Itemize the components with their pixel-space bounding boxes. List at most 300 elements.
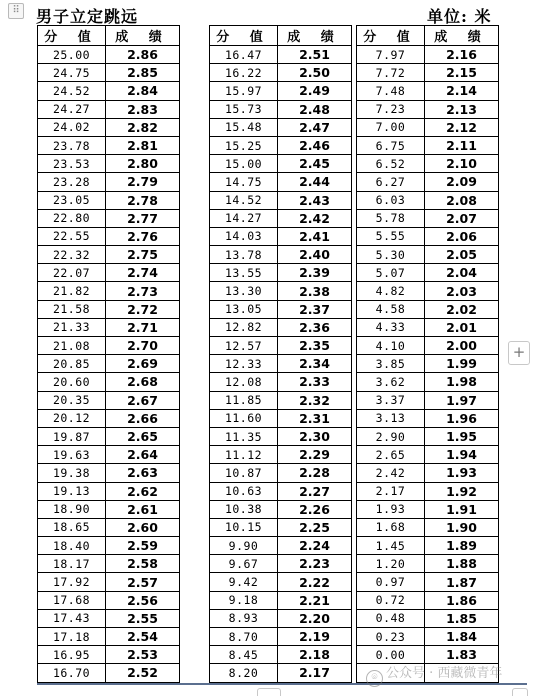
score-value-cell: 19.13 [38,482,106,500]
score-value-cell: 8.20 [210,664,278,682]
header-result: 成 绩 [278,26,352,46]
result-cell: 2.13 [425,100,499,118]
result-cell: 2.44 [278,173,352,191]
score-value-cell: 0.48 [357,609,425,627]
table-row [357,64,499,82]
score-value-cell: 25.00 [38,46,106,64]
result-cell: 2.65 [106,427,180,445]
score-value-cell: 13.05 [210,300,278,318]
header-score: 分 值 [357,26,425,46]
table-row [38,537,180,555]
result-cell: 2.76 [106,227,180,245]
table-row [210,664,352,682]
score-value-cell: 5.30 [357,246,425,264]
score-value-cell: 6.27 [357,173,425,191]
result-cell: 2.18 [278,646,352,664]
table-row [210,518,352,536]
score-value-cell: 11.35 [210,427,278,445]
score-value-cell: 22.32 [38,246,106,264]
result-cell: 2.41 [278,227,352,245]
result-cell: 2.73 [106,282,180,300]
score-value-cell: 3.85 [357,355,425,373]
result-cell: 1.93 [425,464,499,482]
score-value-cell: 14.75 [210,173,278,191]
score-value-cell: 15.25 [210,136,278,154]
score-value-cell: 18.17 [38,555,106,573]
result-cell: 2.29 [278,446,352,464]
score-value-cell: 12.82 [210,318,278,336]
table-row [210,227,352,245]
table-row [210,246,352,264]
table-row [38,209,180,227]
table-row [38,391,180,409]
table-row [357,318,499,336]
table-row [210,500,352,518]
score-value-cell: 21.08 [38,337,106,355]
result-cell: 2.27 [278,482,352,500]
result-cell: 2.01 [425,318,499,336]
score-value-cell: 10.38 [210,500,278,518]
score-value-cell: 20.60 [38,373,106,391]
table-row [357,173,499,191]
result-cell: 1.95 [425,427,499,445]
result-cell: 2.05 [425,246,499,264]
result-cell: 2.64 [106,446,180,464]
result-cell: 2.51 [278,46,352,64]
table-row [357,591,499,609]
score-value-cell: 2.42 [357,464,425,482]
score-value-cell: 20.12 [38,409,106,427]
table-row [38,64,180,82]
table-drag-handle[interactable]: ⠿ [8,3,24,19]
score-value-cell: 16.70 [38,664,106,682]
table-row [210,391,352,409]
table-row [357,300,499,318]
result-cell: 2.21 [278,591,352,609]
result-cell: 2.28 [278,464,352,482]
table-row [357,246,499,264]
table-row [38,446,180,464]
result-cell: 2.08 [425,191,499,209]
result-cell: 2.57 [106,573,180,591]
table-row [210,191,352,209]
result-cell: 2.58 [106,555,180,573]
table-row [210,46,352,64]
table-row [38,355,180,373]
score-value-cell: 6.75 [357,136,425,154]
result-cell: 2.39 [278,264,352,282]
table-row [210,446,352,464]
table-row [210,646,352,664]
score-value-cell: 17.68 [38,591,106,609]
table-row [38,282,180,300]
result-cell: 1.88 [425,555,499,573]
result-cell: 2.69 [106,355,180,373]
result-cell: 2.78 [106,191,180,209]
score-value-cell: 11.85 [210,391,278,409]
table-row [38,609,180,627]
table-row [210,409,352,427]
table-row [210,337,352,355]
table-row [38,518,180,536]
result-cell: 1.83 [425,646,499,664]
score-value-cell: 24.27 [38,100,106,118]
result-cell: 2.24 [278,537,352,555]
header-score: 分 值 [210,26,278,46]
score-value-cell: 12.57 [210,337,278,355]
score-value-cell: 21.33 [38,318,106,336]
page-title: 男子立定跳远 [36,7,139,26]
result-cell: 2.43 [278,191,352,209]
result-cell: 2.31 [278,409,352,427]
table-row [357,282,499,300]
result-cell: 2.79 [106,173,180,191]
table-row [38,173,180,191]
table-row [38,628,180,646]
result-cell: 1.96 [425,409,499,427]
header-score: 分 值 [38,26,106,46]
score-value-cell: 22.07 [38,264,106,282]
table-row [38,500,180,518]
table-row [210,100,352,118]
table-row [38,427,180,445]
score-value-cell: 10.63 [210,482,278,500]
result-cell: 2.25 [278,518,352,536]
result-cell: 2.52 [106,664,180,682]
score-value-cell: 10.87 [210,464,278,482]
result-cell: 2.34 [278,355,352,373]
score-value-cell: 15.73 [210,100,278,118]
score-value-cell: 7.23 [357,100,425,118]
table-row [38,100,180,118]
table-row [38,373,180,391]
score-value-cell: 22.80 [38,209,106,227]
score-value-cell: 4.10 [357,337,425,355]
result-cell: 2.50 [278,64,352,82]
table-row [357,136,499,154]
score-value-cell: 14.03 [210,227,278,245]
table-row [357,155,499,173]
score-value-cell: 4.82 [357,282,425,300]
watermark [366,662,502,687]
result-cell: 1.91 [425,500,499,518]
table-row [210,173,352,191]
result-cell: 2.84 [106,82,180,100]
table-row [38,118,180,136]
score-value-cell: 24.52 [38,82,106,100]
result-cell: 2.32 [278,391,352,409]
table-row [357,518,499,536]
score-value-cell: 11.60 [210,409,278,427]
score-table-2 [209,25,352,683]
result-cell: 1.86 [425,591,499,609]
table-row [210,118,352,136]
result-cell: 2.68 [106,373,180,391]
result-cell: 2.56 [106,591,180,609]
result-cell: 2.09 [425,173,499,191]
table-row [357,409,499,427]
result-cell: 2.77 [106,209,180,227]
header-result: 成 绩 [425,26,499,46]
add-row-button[interactable]: + [508,341,530,365]
result-cell: 2.16 [425,46,499,64]
result-cell: 2.70 [106,337,180,355]
table-row [210,573,352,591]
score-value-cell: 13.78 [210,246,278,264]
result-cell: 2.42 [278,209,352,227]
score-value-cell: 10.15 [210,518,278,536]
score-value-cell: 11.12 [210,446,278,464]
score-value-cell: 17.18 [38,628,106,646]
score-value-cell: 5.78 [357,209,425,227]
table-row [357,373,499,391]
table-row [357,555,499,573]
score-value-cell: 9.42 [210,573,278,591]
table-row [38,191,180,209]
result-cell: 2.35 [278,337,352,355]
score-value-cell: 1.68 [357,518,425,536]
table-row [38,155,180,173]
result-cell: 2.75 [106,246,180,264]
score-value-cell: 12.08 [210,373,278,391]
table-row [357,573,499,591]
result-cell: 2.80 [106,155,180,173]
result-cell: 1.87 [425,573,499,591]
table-row [357,82,499,100]
result-cell: 2.45 [278,155,352,173]
score-value-cell: 16.22 [210,64,278,82]
result-cell: 2.47 [278,118,352,136]
result-cell: 2.61 [106,500,180,518]
score-value-cell: 18.90 [38,500,106,518]
score-value-cell: 24.75 [38,64,106,82]
table-row [38,555,180,573]
table-row [210,373,352,391]
table-row [210,300,352,318]
result-cell: 2.02 [425,300,499,318]
result-cell: 2.37 [278,300,352,318]
table-row [210,464,352,482]
table-row [357,446,499,464]
table-row [38,591,180,609]
table-row [210,355,352,373]
result-cell: 2.40 [278,246,352,264]
result-cell: 2.06 [425,227,499,245]
table-row [38,482,180,500]
table-row [38,646,180,664]
table-row [357,118,499,136]
score-value-cell: 23.28 [38,173,106,191]
table-row [210,609,352,627]
table-row [357,209,499,227]
table-row [38,318,180,336]
score-value-cell: 3.13 [357,409,425,427]
table-row [210,64,352,82]
score-value-cell: 22.55 [38,227,106,245]
result-cell: 1.99 [425,355,499,373]
table-row [38,409,180,427]
result-cell: 2.20 [278,609,352,627]
table-row [38,300,180,318]
score-value-cell: 0.97 [357,573,425,591]
score-value-cell: 1.45 [357,537,425,555]
table-row [357,482,499,500]
score-value-cell: 7.00 [357,118,425,136]
result-cell: 2.07 [425,209,499,227]
result-cell: 2.71 [106,318,180,336]
score-table-3 [356,25,499,683]
table-row [357,464,499,482]
score-value-cell: 0.23 [357,628,425,646]
result-cell: 2.03 [425,282,499,300]
score-value-cell: 7.97 [357,46,425,64]
table-row [38,337,180,355]
score-value-cell: 13.55 [210,264,278,282]
table-row [38,82,180,100]
table-row [210,282,352,300]
table-row [38,136,180,154]
table-row [357,628,499,646]
score-value-cell: 8.45 [210,646,278,664]
score-value-cell: 21.82 [38,282,106,300]
score-value-cell: 17.92 [38,573,106,591]
result-cell: 2.12 [425,118,499,136]
table-row [357,191,499,209]
table-row [357,227,499,245]
table-row [357,427,499,445]
score-value-cell: 18.65 [38,518,106,536]
table-row [357,337,499,355]
result-cell: 2.36 [278,318,352,336]
result-cell: 1.85 [425,609,499,627]
result-cell: 2.72 [106,300,180,318]
result-cell: 1.94 [425,446,499,464]
result-cell: 1.89 [425,537,499,555]
score-value-cell: 5.07 [357,264,425,282]
table-row [210,136,352,154]
result-cell: 2.04 [425,264,499,282]
table-row [210,628,352,646]
score-value-cell: 19.38 [38,464,106,482]
score-value-cell: 14.52 [210,191,278,209]
table-row [357,355,499,373]
score-value-cell: 13.30 [210,282,278,300]
table-row [38,464,180,482]
table-row [210,155,352,173]
score-value-cell: 7.72 [357,64,425,82]
result-cell: 1.97 [425,391,499,409]
result-cell: 2.22 [278,573,352,591]
table-row [357,46,499,64]
result-cell: 2.46 [278,136,352,154]
result-cell: 2.10 [425,155,499,173]
result-cell: 2.00 [425,337,499,355]
table-row [210,427,352,445]
score-value-cell: 18.40 [38,537,106,555]
score-value-cell: 23.05 [38,191,106,209]
unit-label: 单位: 米 [427,7,492,26]
score-value-cell: 16.95 [38,646,106,664]
watermark-text: 公众号 · 西藏微青年 [386,666,503,681]
table-row [38,573,180,591]
score-value-cell: 17.43 [38,609,106,627]
score-value-cell: 8.70 [210,628,278,646]
score-value-cell: 0.00 [357,646,425,664]
table-row [38,227,180,245]
score-value-cell: 16.47 [210,46,278,64]
result-cell: 1.84 [425,628,499,646]
score-value-cell: 9.90 [210,537,278,555]
table-row [357,391,499,409]
table-row [357,609,499,627]
wechat-icon: ⌾ [366,670,383,687]
result-cell: 2.49 [278,82,352,100]
score-value-cell: 0.72 [357,591,425,609]
result-cell: 2.53 [106,646,180,664]
table-row [38,46,180,64]
table-row [210,209,352,227]
result-cell: 2.67 [106,391,180,409]
table-row [38,264,180,282]
score-value-cell: 14.27 [210,209,278,227]
score-value-cell: 3.37 [357,391,425,409]
table-row [210,591,352,609]
table-row [210,537,352,555]
result-cell: 2.86 [106,46,180,64]
header-result: 成 绩 [106,26,180,46]
result-cell: 2.85 [106,64,180,82]
result-cell: 2.19 [278,628,352,646]
table-row [210,82,352,100]
table-row [357,500,499,518]
result-cell: 1.92 [425,482,499,500]
score-value-cell: 1.20 [357,555,425,573]
result-cell: 2.81 [106,136,180,154]
score-value-cell: 7.48 [357,82,425,100]
score-value-cell: 9.18 [210,591,278,609]
score-table-1 [37,25,180,683]
score-value-cell: 3.62 [357,373,425,391]
result-cell: 2.62 [106,482,180,500]
result-cell: 2.26 [278,500,352,518]
result-cell: 1.98 [425,373,499,391]
score-value-cell: 15.97 [210,82,278,100]
result-cell: 2.17 [278,664,352,682]
score-value-cell: 6.52 [357,155,425,173]
score-value-cell: 23.53 [38,155,106,173]
table-row [357,537,499,555]
table-row [38,664,180,682]
table-row [210,264,352,282]
score-value-cell: 2.90 [357,427,425,445]
result-cell: 2.63 [106,464,180,482]
result-cell: 2.48 [278,100,352,118]
score-value-cell: 9.67 [210,555,278,573]
score-value-cell: 4.33 [357,318,425,336]
result-cell: 2.23 [278,555,352,573]
table-row [38,246,180,264]
result-cell: 2.33 [278,373,352,391]
result-cell: 2.11 [425,136,499,154]
score-value-cell: 19.63 [38,446,106,464]
table-row [357,264,499,282]
score-value-cell: 19.87 [38,427,106,445]
table-row [210,555,352,573]
score-value-cell: 24.02 [38,118,106,136]
result-cell: 2.14 [425,82,499,100]
score-value-cell: 15.00 [210,155,278,173]
score-value-cell: 20.35 [38,391,106,409]
